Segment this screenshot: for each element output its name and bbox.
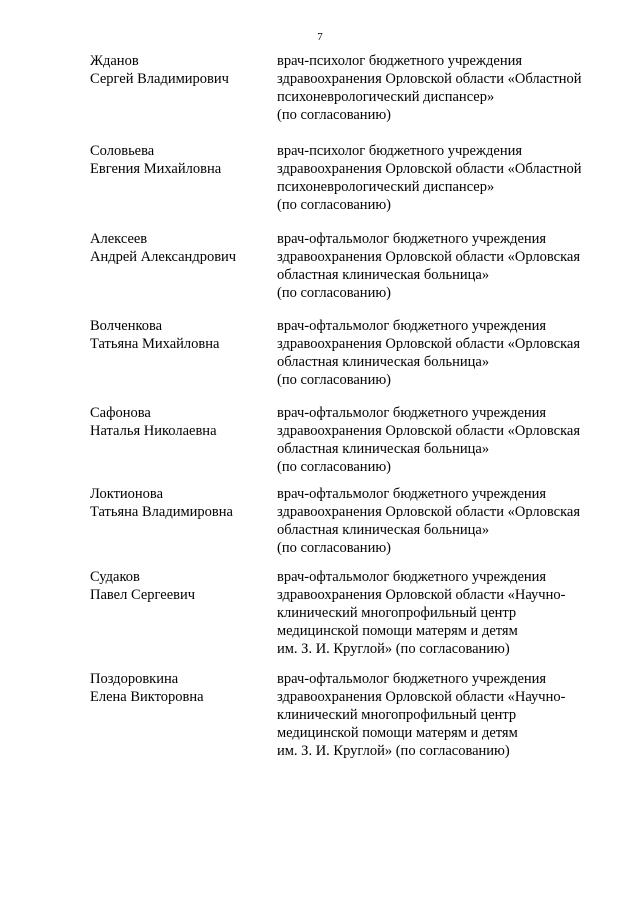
- position-line: медицинской помощи матерям и детям: [277, 623, 518, 639]
- member-surname: Алексеев: [90, 231, 148, 247]
- position-line: клинический многопрофильный центр: [277, 707, 517, 723]
- member-name: [90, 317, 270, 353]
- position-line: здравоохранения Орловской области «Областной: [277, 161, 582, 177]
- member-surname: Локтионова: [90, 486, 164, 502]
- member-surname: Судаков: [90, 569, 140, 585]
- member-given-names: Павел Сергеевич: [90, 587, 196, 603]
- position-line: областная клиническая больница»: [277, 441, 490, 457]
- member-name: [90, 404, 270, 440]
- position-line: здравоохранения Орловской области «Научно-: [277, 689, 566, 705]
- position-line: областная клиническая больница»: [277, 522, 490, 538]
- position-line: медицинской помощи матерям и детям: [277, 725, 518, 741]
- position-line: психоневрологический диспансер»: [277, 89, 495, 105]
- member-position: [277, 485, 607, 557]
- position-line: здравоохранения Орловской области «Орловская: [277, 249, 581, 265]
- position-line: им. З. И. Круглой» (по согласованию): [277, 641, 510, 657]
- member-name: [90, 52, 270, 88]
- position-line: (по согласованию): [277, 540, 391, 556]
- position-line: врач-офтальмолог бюджетного учреждения: [277, 318, 547, 334]
- member-name: [90, 230, 270, 266]
- member-given-names: Евгения Михайловна: [90, 161, 222, 177]
- position-line: областная клиническая больница»: [277, 267, 490, 283]
- position-line: клинический многопрофильный центр: [277, 605, 517, 621]
- member-position: [277, 230, 607, 302]
- member-name: [90, 568, 270, 604]
- position-line: врач-офтальмолог бюджетного учреждения: [277, 569, 547, 585]
- member-given-names: Елена Викторовна: [90, 689, 204, 705]
- position-line: врач-офтальмолог бюджетного учреждения: [277, 671, 547, 687]
- member-position: [277, 317, 607, 389]
- position-line: врач-офтальмолог бюджетного учреждения: [277, 231, 547, 247]
- member-position: [277, 142, 607, 214]
- position-line: здравоохранения Орловской области «Областной: [277, 71, 582, 87]
- page-number: 7: [317, 31, 323, 43]
- member-position: [277, 52, 607, 124]
- position-line: областная клиническая больница»: [277, 354, 490, 370]
- member-position: [277, 568, 607, 658]
- position-line: врач-психолог бюджетного учреждения: [277, 143, 523, 159]
- member-given-names: Сергей Владимирович: [90, 71, 229, 87]
- member-given-names: Татьяна Владимировна: [90, 504, 233, 520]
- position-line: врач-офтальмолог бюджетного учреждения: [277, 486, 547, 502]
- position-line: здравоохранения Орловской области «Научно-: [277, 587, 566, 603]
- position-line: врач-психолог бюджетного учреждения: [277, 53, 523, 69]
- member-given-names: Татьяна Михайловна: [90, 336, 220, 352]
- position-line: здравоохранения Орловской области «Орловская: [277, 504, 581, 520]
- member-position: [277, 404, 607, 476]
- member-name: [90, 142, 270, 178]
- position-line: (по согласованию): [277, 197, 391, 213]
- position-line: (по согласованию): [277, 285, 391, 301]
- position-line: (по согласованию): [277, 372, 391, 388]
- position-line: (по согласованию): [277, 459, 391, 475]
- position-line: психоневрологический диспансер»: [277, 179, 495, 195]
- member-surname: Соловьева: [90, 143, 155, 159]
- position-line: здравоохранения Орловской области «Орловская: [277, 336, 581, 352]
- position-line: врач-офтальмолог бюджетного учреждения: [277, 405, 547, 421]
- position-line: здравоохранения Орловской области «Орловская: [277, 423, 581, 439]
- position-line: им. З. И. Круглой» (по согласованию): [277, 743, 510, 759]
- member-given-names: Андрей Александрович: [90, 249, 237, 265]
- position-line: (по согласованию): [277, 107, 391, 123]
- member-name: [90, 485, 270, 521]
- member-surname: Жданов: [90, 53, 139, 69]
- member-surname: Поздоровкина: [90, 671, 179, 687]
- member-surname: Волченкова: [90, 318, 163, 334]
- member-position: [277, 670, 607, 760]
- member-name: [90, 670, 270, 706]
- member-surname: Сафонова: [90, 405, 151, 421]
- member-given-names: Наталья Николаевна: [90, 423, 217, 439]
